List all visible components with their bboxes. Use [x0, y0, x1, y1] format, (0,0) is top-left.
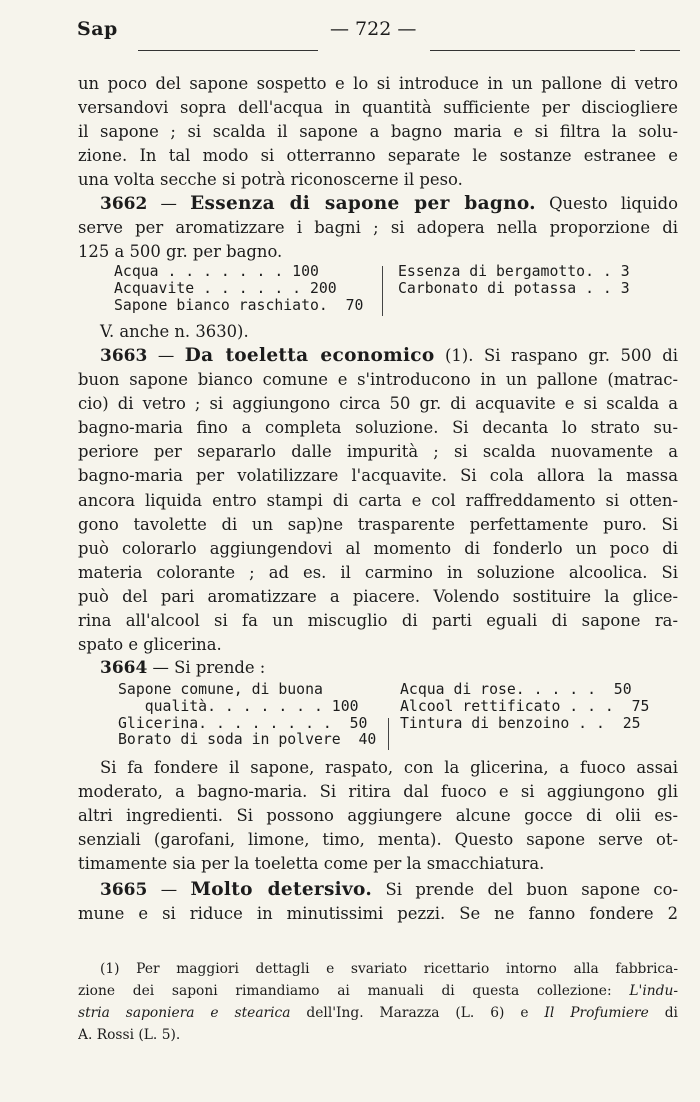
text-line: gono tavolette di un sap)ne trasparente perfettamente puro. Si: [78, 514, 678, 534]
ingredient-row: Sapone bianco raschiato. 70: [114, 296, 364, 314]
book-title-fragment: L'indu-: [629, 983, 678, 999]
header-rule-left: [138, 50, 318, 51]
ingredient-row: Acqua di rose. . . . . 50: [400, 681, 632, 698]
text-line: senziali (garofani, limone, timo, menta). Questo sapone serve ot-: [78, 830, 678, 850]
text-line: serve per aromatizzare i bagni ; si adopera nella proporzione di: [78, 218, 678, 238]
footnote-line: [78, 980, 678, 1002]
text-line: il sapone ; si scalda il sapone a bagno maria e si filtra la solu-: [78, 122, 678, 142]
recipe-heading-line: [78, 344, 678, 368]
recipe-dash: —: [147, 194, 191, 213]
recipe-dash: —: [147, 658, 175, 677]
table-divider: [388, 718, 389, 750]
footnote: [78, 958, 678, 1046]
recipe-title: Molto detersivo.: [190, 879, 373, 900]
see-also-line: [78, 320, 678, 344]
ingredient-row: Acquavite . . . . . . 200: [114, 279, 337, 297]
ingredient-row: Borato di soda in polvere 40: [118, 731, 377, 749]
ingredients-table-3664: [114, 682, 674, 752]
text-fragment: di: [648, 1005, 678, 1021]
recipe-number: 3662: [100, 194, 148, 214]
recipe-3662: [78, 192, 678, 264]
recipe-3664: [78, 656, 678, 680]
text-line: periore per separarlo dalle impurità ; si scalda nuovamente a: [78, 442, 678, 462]
text-line: ancora liquida entro stampi di carta e col raffreddamento si otten-: [78, 490, 678, 510]
ingredients-left: [118, 682, 376, 749]
text-line: può colorarlo aggiungendovi al momento di fonderlo un poco di: [78, 538, 678, 558]
text-line: zione. In tal modo si otterranno separate le sostanze estranee e: [78, 146, 678, 166]
book-title-fragment: stria saponiera e stearica: [78, 1005, 291, 1021]
text-line: un poco del sapone sospetto e lo si introduce in un pallone di vetro: [78, 74, 678, 93]
text-line: può del pari aromatizzare a piacere. Volendo sostituire la glice-: [78, 586, 678, 606]
recipe-3664-body: [78, 756, 678, 876]
text-line: bagno-maria fino a completa soluzione. Si decanta lo strato su-: [78, 418, 678, 438]
recipe-title: Essenza di sapone per bagno.: [190, 193, 536, 214]
text-line: 125 a 500 gr. per bagno.: [78, 242, 283, 262]
ingredient-row: Sapone comune, di buona: [118, 681, 323, 698]
ingredient-row: Alcool rettificato . . . 75: [400, 697, 650, 715]
text-line: timamente sia per la toeletta come per la smacchiatura.: [78, 854, 545, 874]
ingredient-row: Carbonato di potassa . . 3: [398, 279, 630, 297]
text-line: materia colorante ; ad es. il carmino in soluzione alcoolica. Si: [78, 562, 678, 582]
footnote-line: [78, 1002, 678, 1024]
ingredients-table-3662: [114, 264, 674, 316]
text-line: V. anche n. 3630).: [100, 322, 249, 341]
recipe-number: 3665: [100, 880, 148, 900]
text-line: altri ingredienti. Si possono aggiungere alcune gocce di olii es-: [78, 806, 678, 826]
text-line: bagno-maria per volatilizzare l'acquavite. Si cola allora la massa: [78, 466, 678, 486]
text-line: moderato, a bagno-maria. Si ritira dal fuoco e si aggiungono gli: [78, 782, 678, 802]
recipe-heading-line: [78, 192, 678, 216]
header-rule-end: [640, 50, 680, 51]
footnote-line: A. Rossi (L. 5).: [78, 1027, 181, 1043]
text-line: cio) di vetro ; si aggiungono circa 50 gr. di acquavite e si scalda a: [78, 394, 678, 414]
text-fragment: Si prende del buon sapone co-: [372, 880, 678, 899]
ingredients-left: [114, 264, 363, 314]
recipe-heading-line: [78, 878, 678, 902]
recipe-3663: [78, 344, 678, 657]
text-fragment: zione dei saponi rimandiamo ai manuali di questa collezione:: [78, 983, 630, 999]
running-title: Sap: [77, 18, 118, 40]
text-line: buon sapone bianco comune e s'introducono in un pallone (matrac-: [78, 370, 678, 390]
text-fragment: Si prende :: [174, 658, 266, 677]
table-divider: [382, 266, 383, 316]
text-fragment: Questo liquido: [535, 194, 678, 213]
ingredients-right: [400, 682, 649, 732]
ingredient-row: Tintura di benzoino . . 25: [400, 714, 641, 732]
recipe-number: 3664: [100, 658, 148, 678]
text-line: versandovi sopra dell'acqua in quantità sufficiente per disciogliere: [78, 98, 678, 118]
ingredient-row: Glicerina. . . . . . . . 50: [118, 714, 368, 732]
ingredient-row: qualità. . . . . . . 100: [118, 697, 359, 715]
footnote-line: (1) Per maggiori dettagli e svariato ricettario intorno alla fabbrica-: [100, 961, 678, 977]
intro-paragraph: [78, 72, 678, 192]
recipe-title: Da toeletta economico: [184, 345, 435, 366]
ingredient-row: Essenza di bergamotto. . 3: [398, 263, 630, 280]
text-fragment: dell'Ing. Marazza (L. 6) e: [290, 1005, 545, 1021]
book-title-fragment: Il Profumiere: [544, 1005, 649, 1021]
text-line: rina all'alcool si fa un miscuglio di parti eguali di sapone ra-: [78, 611, 678, 631]
text-line: una volta secche si potrà riconoscerne il peso.: [78, 170, 463, 190]
page-number: — 722 —: [330, 18, 417, 40]
recipe-dash: —: [147, 880, 191, 899]
text-line: Si fa fondere il sapone, raspato, con la glicerina, a fuoco assai: [100, 758, 678, 777]
recipe-dash: —: [147, 346, 185, 365]
recipe-heading-line: [78, 656, 678, 680]
text-line: spato e glicerina.: [78, 635, 222, 655]
header-rule-right: [430, 50, 635, 51]
ingredient-row: Acqua . . . . . . . 100: [114, 263, 319, 280]
recipe-3665: [78, 878, 678, 926]
text-fragment: (1). Si raspano gr. 500 di: [434, 346, 678, 365]
text-line: mune e si riduce in minutissimi pezzi. Se ne fanno fondere 2: [78, 904, 678, 924]
recipe-number: 3663: [100, 346, 148, 366]
ingredients-right: [398, 264, 630, 298]
